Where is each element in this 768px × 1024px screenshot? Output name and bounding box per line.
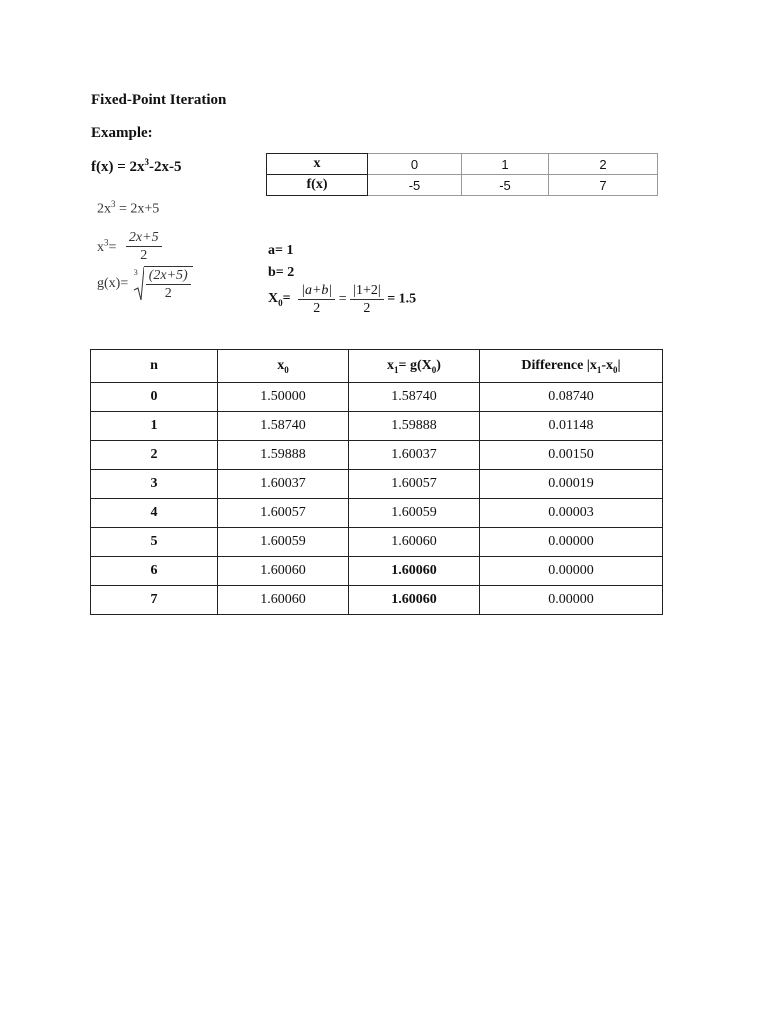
cell-x0: 1.60060 <box>218 557 349 586</box>
cell-diff: 0.00150 <box>480 441 663 470</box>
cell-n: 4 <box>91 499 218 528</box>
cell-n: 3 <box>91 470 218 499</box>
page-title: Fixed-Point Iteration <box>91 92 227 108</box>
interval-a: a= 1 <box>268 243 294 258</box>
eq3-numerator: (2x+5) <box>146 267 191 285</box>
header-x0: $x_0$ <box>218 350 349 383</box>
table-header-row <box>91 350 663 383</box>
root-index: 3 <box>133 268 138 277</box>
table-row <box>91 383 663 412</box>
equation-step-2 <box>97 229 162 264</box>
header-x1: $x_1= g(X_0)$ <box>349 350 480 383</box>
table-row <box>91 528 663 557</box>
cell-x1: 1.60060 <box>349 557 480 586</box>
cell-diff: 0.08740 <box>480 383 663 412</box>
cell-x0: 1.60060 <box>218 586 349 615</box>
cell-n: 0 <box>91 383 218 412</box>
cell-x0: 1.50000 <box>218 383 349 412</box>
cell-x0: 1.60037 <box>218 470 349 499</box>
eq1-exponent: 3 <box>111 199 116 209</box>
cell-diff: 0.00000 <box>480 586 663 615</box>
cell-n: 1 <box>91 412 218 441</box>
x0-fraction-2 <box>350 282 384 317</box>
table-row <box>91 470 663 499</box>
interval-values <box>268 240 294 284</box>
equation-step-1 <box>97 199 159 218</box>
eq3-fraction <box>144 266 193 302</box>
row-label-x: x <box>267 154 368 175</box>
cell-x1: 1.60060 <box>349 586 480 615</box>
cell-n: 7 <box>91 586 218 615</box>
cube-root <box>132 266 193 302</box>
x0-label: $X_0=$ <box>268 291 291 308</box>
x-value: 1 <box>462 154 549 175</box>
eq2-fraction <box>126 229 162 264</box>
cell-x0: 1.59888 <box>218 441 349 470</box>
fx-value: -5 <box>368 175 462 196</box>
function-rhs: -2x-5 <box>149 159 182 175</box>
table-row <box>91 412 663 441</box>
function-definition <box>91 157 182 176</box>
x0-frac1-denominator: 2 <box>313 301 321 316</box>
x0-fraction-1 <box>298 282 335 317</box>
function-value-table <box>266 153 658 196</box>
equals-sign: = <box>338 291 347 307</box>
table-row <box>91 557 663 586</box>
function-exponent: 3 <box>144 157 150 167</box>
cell-x0: 1.58740 <box>218 412 349 441</box>
cell-x1: 1.60059 <box>349 499 480 528</box>
cell-diff: 0.00000 <box>480 528 663 557</box>
interval-b: b= 2 <box>268 265 295 280</box>
eq2-lhs: $x^3=$ <box>97 237 117 255</box>
table-row <box>91 441 663 470</box>
cell-x1: 1.58740 <box>349 383 480 412</box>
example-label: Example: <box>91 125 153 141</box>
table-row <box>267 175 658 196</box>
iteration-table <box>90 349 663 615</box>
cell-x1: 1.59888 <box>349 412 480 441</box>
cell-n: 6 <box>91 557 218 586</box>
table-row <box>91 586 663 615</box>
cell-diff: 0.00019 <box>480 470 663 499</box>
x0-result: = 1.5 <box>387 291 417 307</box>
x0-frac1-numerator: |a+b| <box>298 282 335 300</box>
cell-diff: 0.00003 <box>480 499 663 528</box>
cell-x0: 1.60057 <box>218 499 349 528</box>
eq1-rhs: = 2x+5 <box>115 201 160 217</box>
cell-n: 5 <box>91 528 218 557</box>
cell-x1: 1.60037 <box>349 441 480 470</box>
eq2-numerator: 2x+5 <box>126 229 162 247</box>
x0-frac2-denominator: 2 <box>363 301 371 316</box>
row-label-fx: f(x) <box>267 175 368 196</box>
eq3-denominator: 2 <box>164 286 172 301</box>
fx-value: 7 <box>549 175 658 196</box>
header-difference: Difference $|x_1-x_0|$ <box>480 350 663 383</box>
radical-sign-icon <box>132 266 144 302</box>
eq3-lhs: g(x)= <box>97 276 129 291</box>
cell-n: 2 <box>91 441 218 470</box>
x-value: 2 <box>549 154 658 175</box>
eq1-term: 2x <box>97 201 111 217</box>
initial-guess-formula <box>268 282 416 317</box>
equation-step-3 <box>97 266 193 302</box>
cell-x1: 1.60060 <box>349 528 480 557</box>
table-row <box>267 154 658 175</box>
x0-frac2-numerator: |1+2| <box>350 282 384 300</box>
header-n: n <box>91 350 218 383</box>
function-lhs: f(x) = 2x <box>91 159 145 175</box>
fx-value: -5 <box>462 175 549 196</box>
eq2-denominator: 2 <box>140 248 148 263</box>
cell-diff: 0.00000 <box>480 557 663 586</box>
table-row <box>91 499 663 528</box>
cell-x0: 1.60059 <box>218 528 349 557</box>
cell-diff: 0.01148 <box>480 412 663 441</box>
x-value: 0 <box>368 154 462 175</box>
cell-x1: 1.60057 <box>349 470 480 499</box>
